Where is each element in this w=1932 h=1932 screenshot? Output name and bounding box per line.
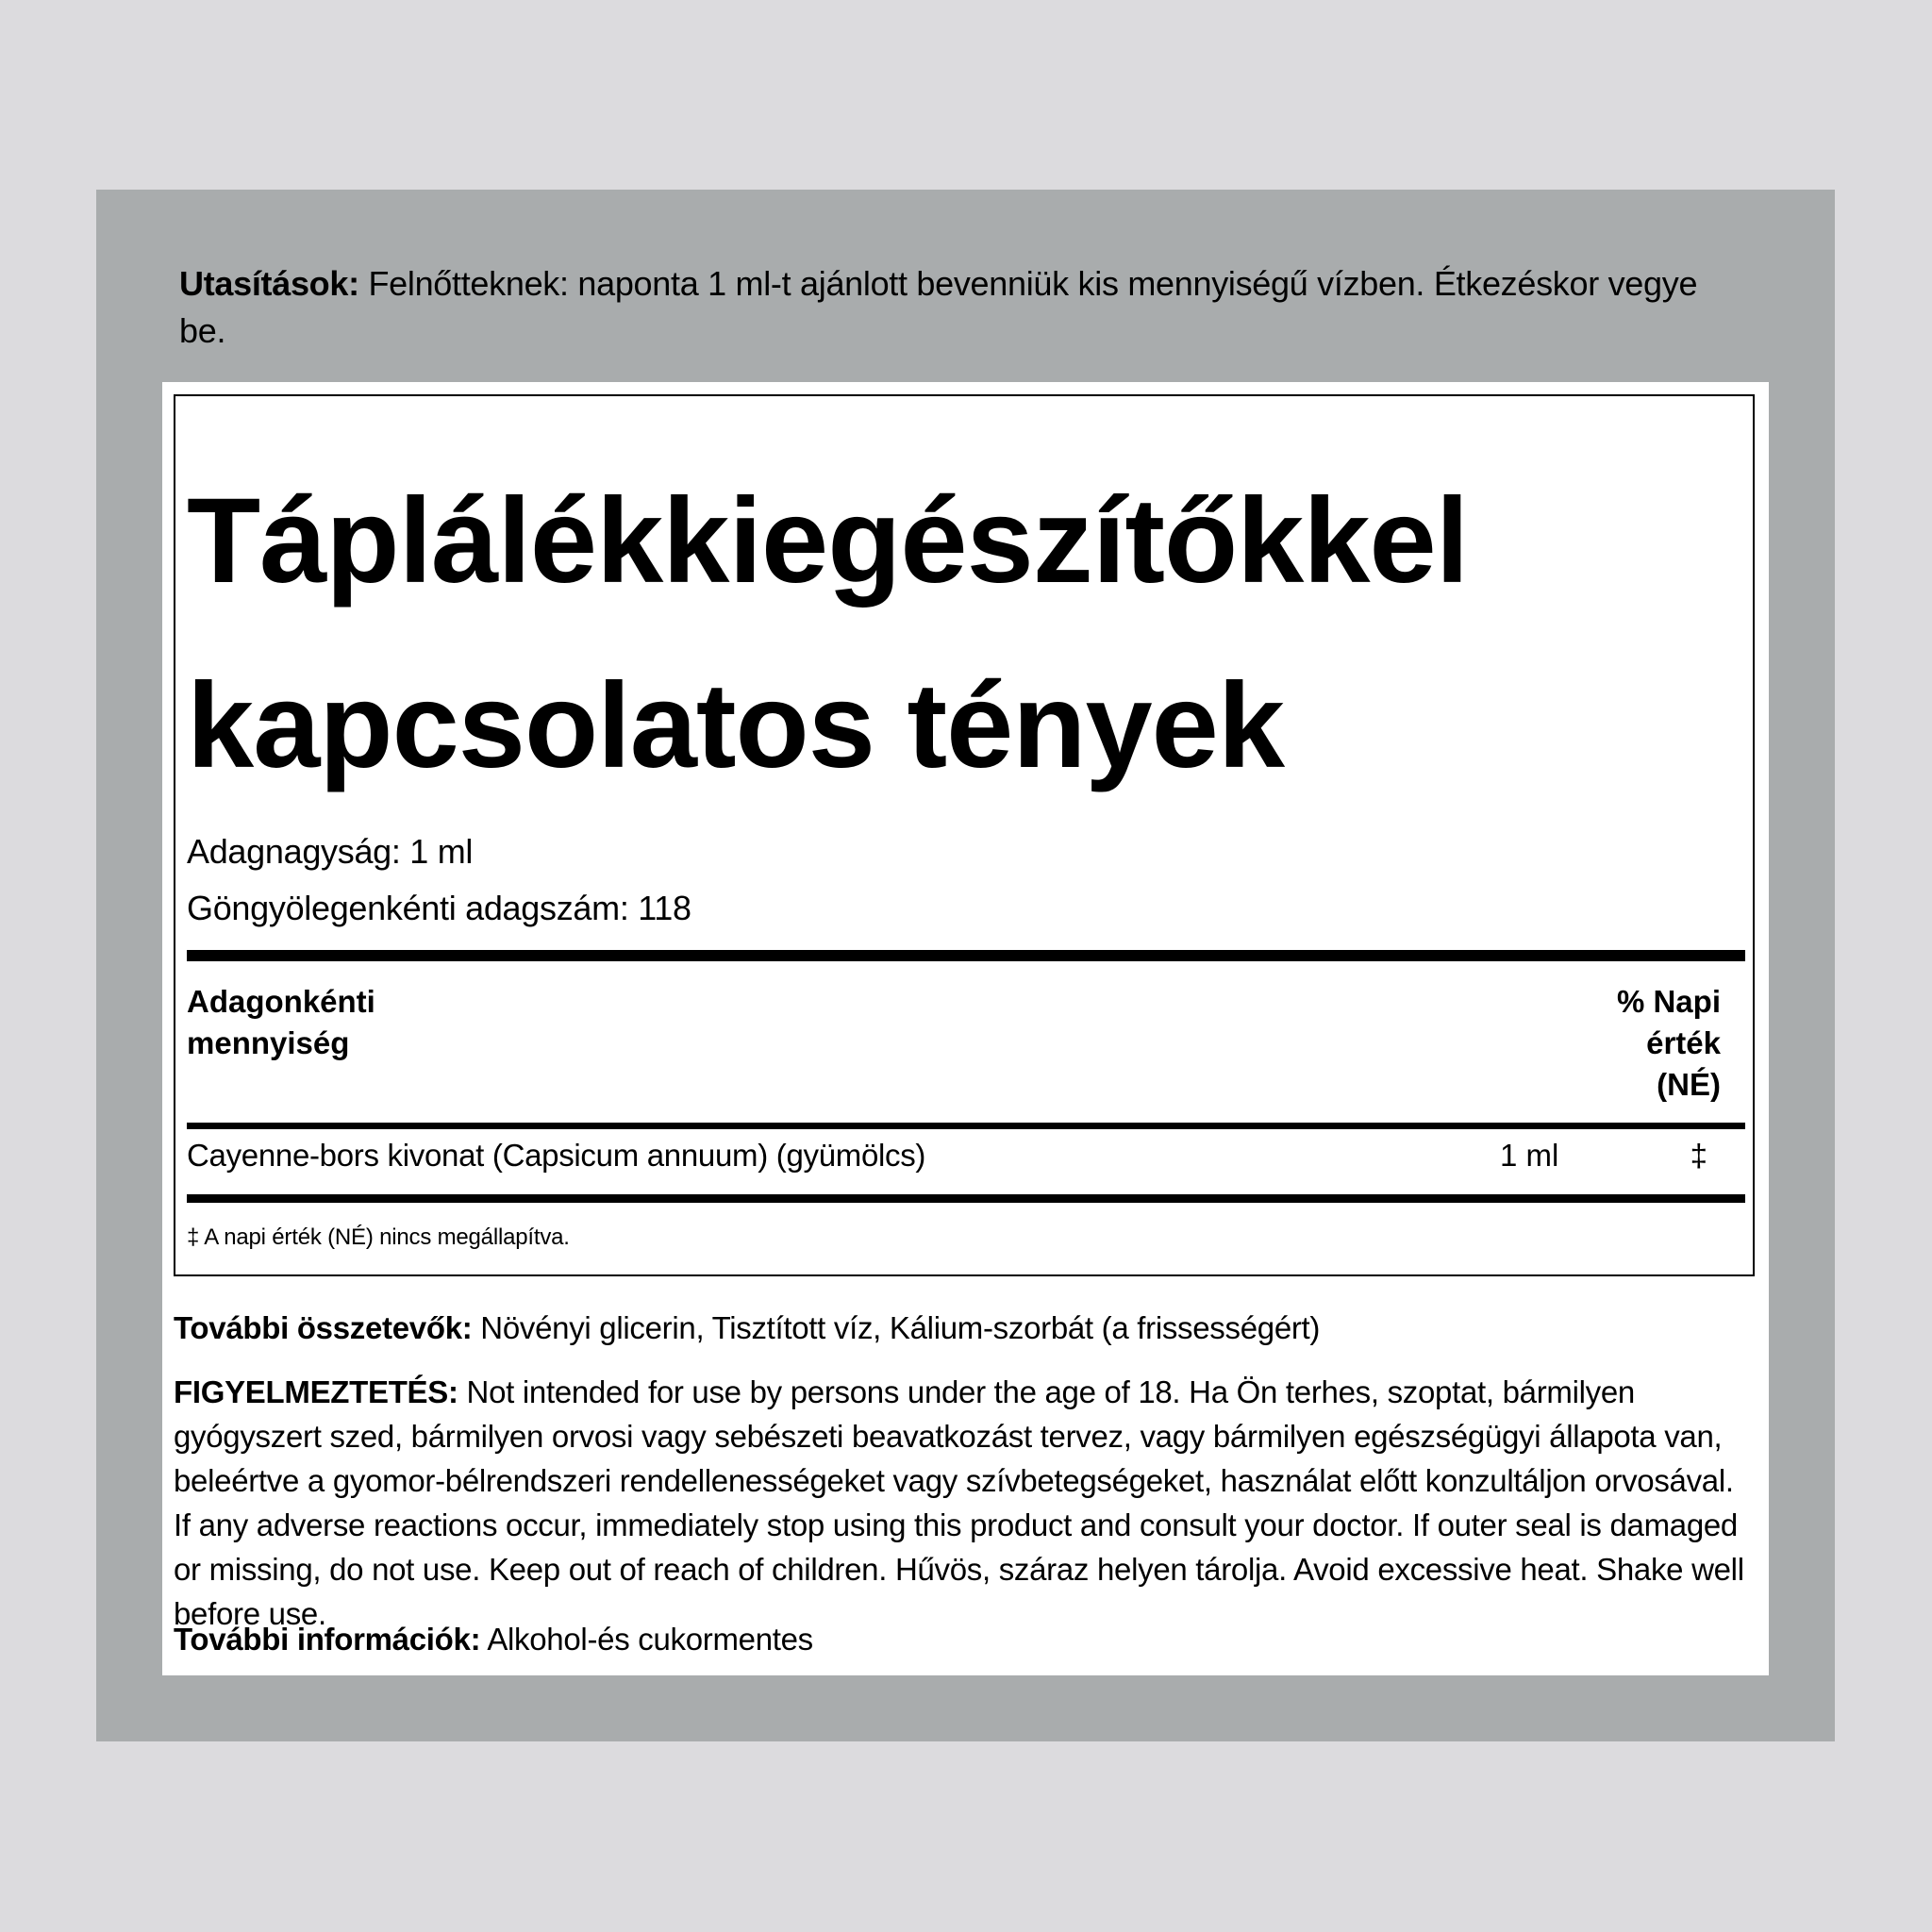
servings-per-container: Göngyölegenkénti adagszám: 118 — [187, 889, 691, 927]
directions-text — [179, 260, 1726, 355]
additional-info — [174, 1619, 1758, 1660]
other-ingredients — [174, 1307, 1758, 1349]
facts-title-line-1: Táplálékkiegészítőkkel — [187, 474, 1469, 608]
other-ingredients-text: Növényi glicerin, Tisztított víz, Kálium-szorbát (a frissességért) — [472, 1310, 1321, 1345]
amount-per-serving-header — [187, 981, 375, 1064]
facts-title — [187, 443, 1772, 824]
warning-label: FIGYELMEZTETÉS: — [174, 1374, 458, 1409]
directions-body: Felnőtteknek: naponta 1 ml-t ajánlott bevenniük kis mennyiségű vízben. Étkezéskor vegye be. — [179, 264, 1698, 350]
warning — [174, 1370, 1758, 1636]
dv-header-line-3: (NÉ) — [1657, 1067, 1721, 1102]
footnote: ‡ A napi érték (NÉ) nincs megállapítva. — [187, 1224, 570, 1250]
daily-value-header — [1617, 981, 1721, 1106]
thick-divider — [187, 950, 1745, 961]
additional-info-label: További információk: — [174, 1622, 481, 1657]
serving-size: Adagnagyság: 1 ml — [187, 832, 474, 871]
dv-header-line-2: érték — [1646, 1025, 1721, 1060]
ingredient-daily-value: ‡ — [1690, 1138, 1707, 1173]
dv-header-line-1: % Napi — [1616, 984, 1721, 1019]
amount-header-line-2: mennyiség — [187, 1025, 350, 1060]
other-ingredients-label: További összetevők: — [174, 1310, 473, 1345]
directions-label: Utasítások: — [179, 264, 359, 303]
additional-info-text: Alkohol-és cukormentes — [480, 1622, 813, 1657]
ingredient-amount: 1 ml — [1500, 1138, 1559, 1173]
supplement-facts-box — [174, 394, 1755, 1276]
facts-title-line-2: kapcsolatos tények — [187, 658, 1284, 793]
header-divider — [187, 1123, 1745, 1129]
bottom-divider — [187, 1194, 1745, 1203]
amount-header-line-1: Adagonkénti — [187, 984, 375, 1019]
warning-text: Not intended for use by persons under the age of 18. Ha Ön terhes, szoptat, bármilyen gyógyszert szed, bármilyen orvosi vagy sebészeti beavatkozást tervez, vagy bármilyen egészségügyi állapota van, beleértve a gyomor-bélrendszeri rendellenességeket vagy szívbetegségeket, használat előtt konzultáljon orvosával. If any adverse reactions occur, immediately stop using this product and consult your doctor. If outer seal is damaged or missing, do not use. Keep out of reach of children. Hűvös, száraz helyen tárolja. Avoid excessive heat. Shake well before use. — [174, 1374, 1744, 1631]
ingredient-name: Cayenne-bors kivonat (Capsicum annuum) (gyümölcs) — [187, 1138, 926, 1173]
